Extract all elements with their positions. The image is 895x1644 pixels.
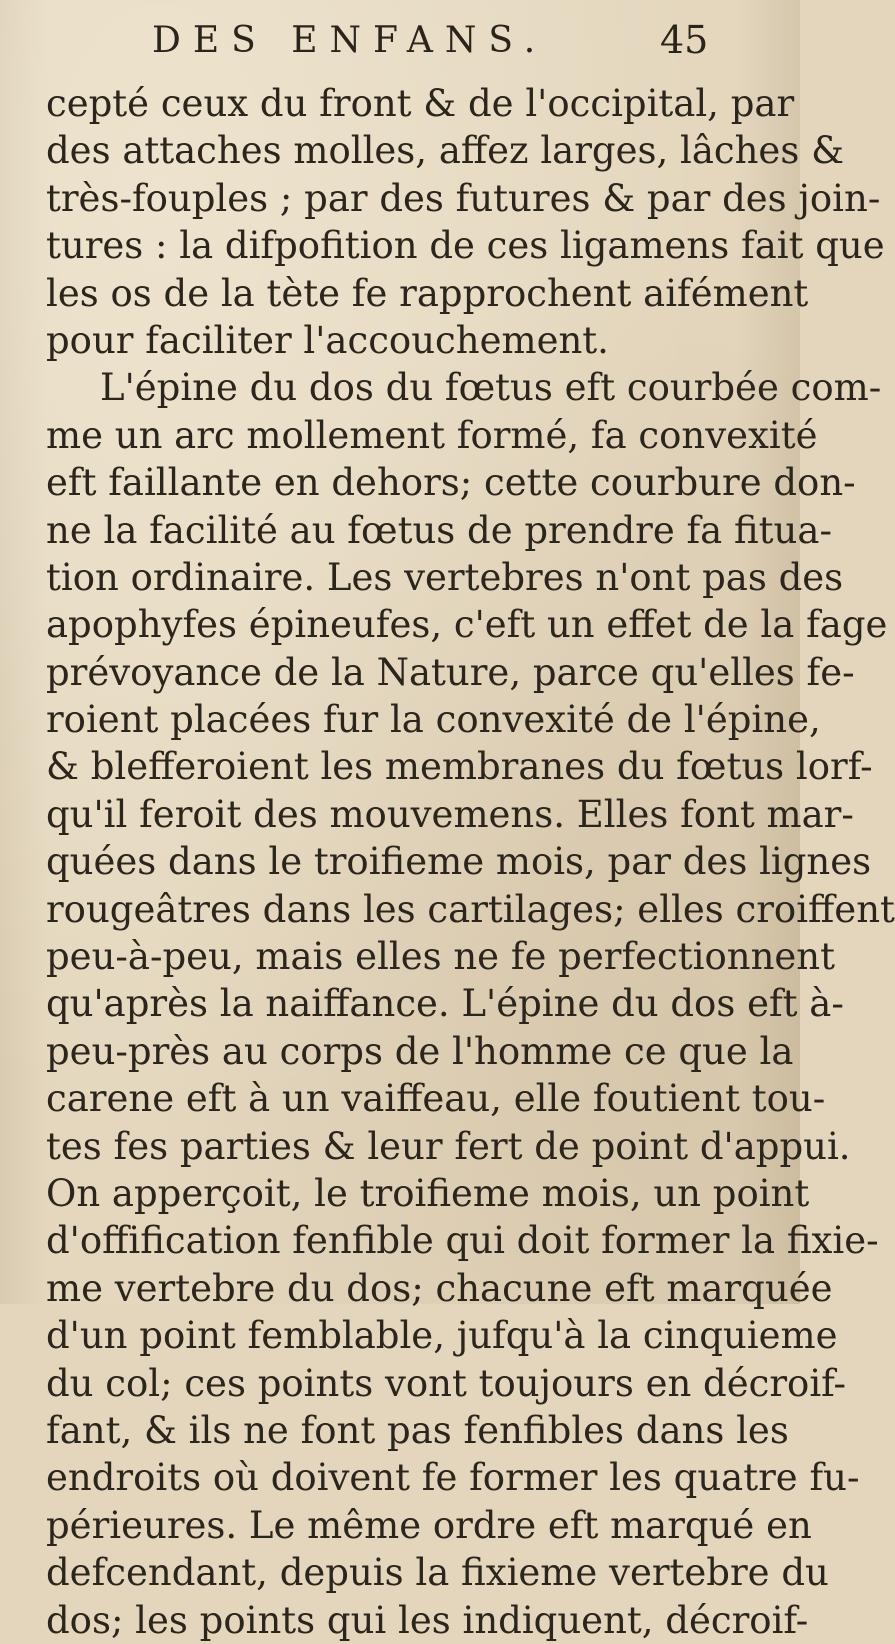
text-line: me vertebre du dos; chacune eft marquée [46, 1266, 833, 1310]
text-line: quées dans le troifieme mois, par des lignes [46, 840, 872, 884]
text-line: tures : la difpofition de ces ligamens fait que [46, 224, 885, 268]
text-line: tes fes parties & leur fert de point d'appui. [46, 1124, 851, 1168]
text-line: prévoyance de la Nature, parce qu'elles fe- [46, 650, 855, 694]
text-line: carene eft à un vaiffeau, elle foutient tou- [46, 1077, 826, 1121]
running-head [0, 14, 800, 74]
text-line: d'un point femblable, jufqu'à la cinquieme [46, 1314, 838, 1358]
page-number: 45 [660, 18, 709, 62]
text-line: On apperçoit, le troifieme mois, un point [46, 1171, 810, 1215]
text-line: qu'il feroit des mouvemens. Elles font mar- [46, 792, 854, 836]
text-line: d'offification fenfible qui doit former la fixie- [46, 1219, 879, 1263]
text-line: & blefferoient les membranes du fœtus lorf- [46, 745, 873, 789]
text-line: ne la facilité au fœtus de prendre fa fitua- [46, 508, 832, 552]
text-line: eft faillante en dehors; cette courbure don- [46, 461, 856, 505]
text-line: peu-près au corps de l'homme ce que la [46, 1029, 794, 1073]
text-line: dos; les points qui les indiquent, décroif- [46, 1598, 809, 1642]
text-line: roient placées fur la convexité de l'épine, [46, 698, 821, 742]
text-line: du col; ces points vont toujours en décroif- [46, 1361, 847, 1405]
text-line: rougeâtres dans les cartilages; elles croiffent [46, 887, 895, 931]
text-line: très-fouples ; par des futures & par des join- [46, 176, 881, 220]
text-line: les os de la tète fe rapprochent aifément [46, 271, 809, 315]
text-line: qu'après la naiffance. L'épine du dos eft à- [46, 982, 844, 1026]
text-line: des attaches molles, affez larges, lâches & [46, 129, 845, 173]
text-line: tion ordinaire. Les vertebres n'ont pas des [46, 555, 844, 599]
text-line: pour faciliter l'accouchement. [46, 318, 609, 362]
text-line: peu-à-peu, mais elles ne fe perfectionnent [46, 935, 835, 979]
text-line: cepté ceux du front & de l'occipital, par [46, 82, 795, 125]
text-line: apophyfes épineufes, c'eft un effet de la fage [46, 603, 888, 647]
paragraph-start-line: L'épine du dos du fœtus eft courbée com- [100, 366, 882, 410]
text-line: me un arc mollement formé, fa convexité [46, 413, 818, 457]
text-line: defcendant, depuis la fixieme vertebre du [46, 1551, 829, 1595]
running-title: DES ENFANS. [152, 20, 548, 61]
text-line: fant, & ils ne font pas fenfibles dans les [46, 1408, 789, 1452]
text-line: périeures. Le même ordre eft marqué en [46, 1503, 812, 1547]
text-line: endroits où doivent fe former les quatre fu- [46, 1456, 860, 1500]
body-text [46, 80, 895, 1644]
